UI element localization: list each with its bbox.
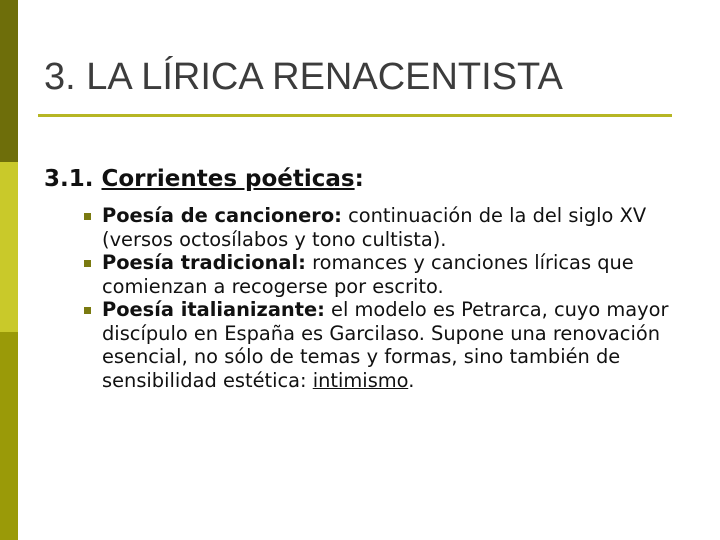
item-term: Poesía italianizante: bbox=[102, 298, 325, 321]
side-band-top bbox=[0, 0, 18, 162]
subheading-suffix: : bbox=[354, 166, 364, 192]
side-band-bottom bbox=[0, 332, 18, 540]
subheading-number: 3.1. bbox=[44, 166, 94, 192]
list-item bbox=[84, 251, 714, 298]
item-end: . bbox=[408, 368, 415, 392]
section-subheading bbox=[44, 166, 364, 192]
list-item-text bbox=[102, 251, 714, 298]
underlined-term: intimismo bbox=[312, 368, 409, 392]
bullet-list bbox=[84, 200, 714, 392]
title-divider bbox=[38, 114, 672, 117]
square-bullet-icon bbox=[84, 307, 91, 314]
slide-title: 3. LA LÍRICA RENACENTISTA bbox=[44, 56, 563, 98]
side-band-middle bbox=[0, 162, 18, 332]
square-bullet-icon bbox=[84, 260, 91, 267]
item-description: romances y canciones líricas que comienzan a recogerse por escrito. bbox=[102, 251, 634, 298]
item-term: Poesía de cancionero: bbox=[102, 204, 342, 227]
list-item bbox=[84, 204, 714, 251]
subheading-text: Corrientes poéticas bbox=[101, 166, 355, 192]
list-item-text bbox=[102, 298, 714, 392]
list-item bbox=[84, 298, 714, 392]
item-term: Poesía tradicional: bbox=[102, 251, 306, 274]
list-item-text bbox=[102, 204, 714, 251]
square-bullet-icon bbox=[84, 213, 91, 220]
item-description: continuación de la del siglo XV (versos octosílabos y tono cultista). bbox=[102, 204, 647, 251]
item-description: el modelo es Petrarca, cuyo mayor discípulo en España es Garcilaso. Supone una renovación esencial, no sólo de temas y formas, sino también de sensibilidad estética: bbox=[102, 298, 669, 392]
